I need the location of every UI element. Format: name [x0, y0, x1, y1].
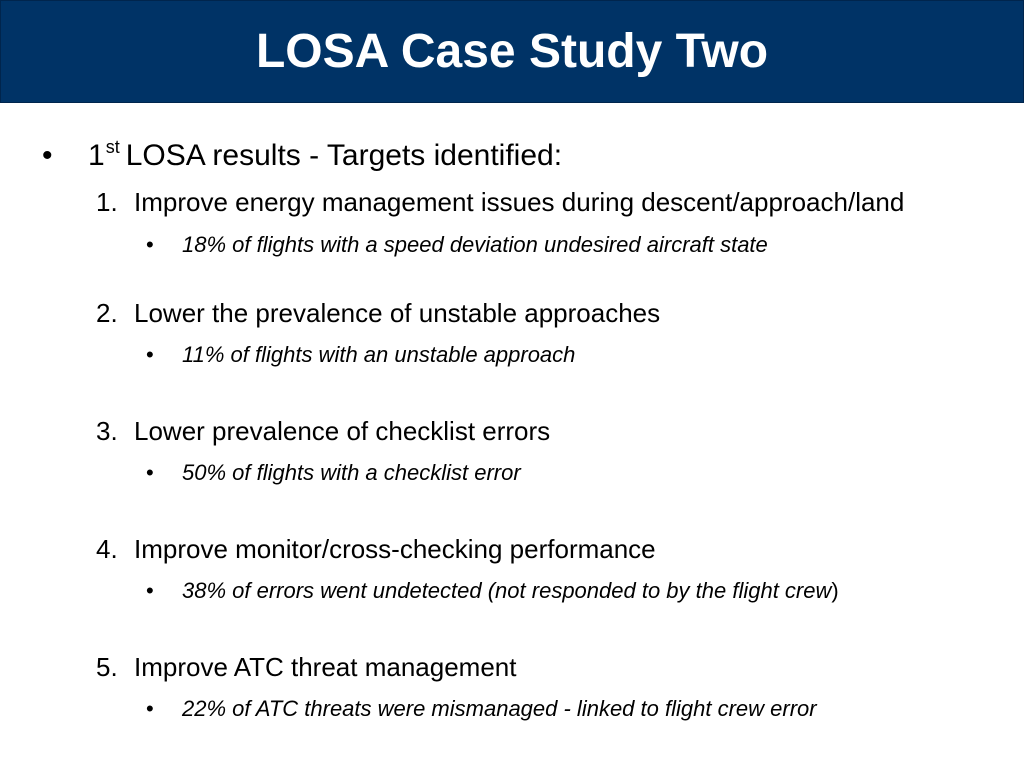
bullet-icon: • — [146, 460, 154, 485]
item-text: Improve monitor/cross-checking performance — [134, 534, 656, 564]
item-text: Improve ATC threat management — [134, 652, 517, 682]
item-number: 3. — [96, 416, 118, 446]
target-detail-1 — [146, 232, 768, 258]
detail-text: 11% of flights with an unstable approach — [182, 342, 576, 367]
target-item-5 — [96, 652, 516, 683]
main-bullet-superscript: st — [105, 137, 120, 157]
item-number: 2. — [96, 298, 118, 328]
target-item-2 — [96, 298, 660, 329]
detail-tail: ) — [831, 578, 839, 603]
bullet-icon: • — [146, 696, 154, 721]
main-bullet-number: 1 — [88, 139, 105, 172]
target-detail-5 — [146, 696, 817, 722]
item-text: Lower the prevalence of unstable approaches — [134, 298, 661, 328]
main-bullet — [42, 137, 562, 173]
detail-text: 18% of flights with a speed deviation undesired aircraft state — [182, 232, 768, 257]
detail-text: 22% of ATC threats were mismanaged - linked to flight crew error — [182, 696, 817, 721]
bullet-icon: • — [146, 342, 154, 367]
target-item-4 — [96, 534, 656, 565]
item-text: Lower prevalence of checklist errors — [134, 416, 551, 446]
item-number: 5. — [96, 652, 118, 682]
target-item-3 — [96, 416, 550, 447]
target-detail-4 — [146, 578, 839, 604]
bullet-icon: • — [42, 139, 53, 172]
detail-text: 38% of errors went undetected (not responded to by the flight crew — [182, 578, 832, 603]
bullet-icon: • — [146, 232, 154, 257]
slide-title: LOSA Case Study Two — [255, 25, 769, 78]
target-item-1 — [96, 187, 904, 218]
target-detail-2 — [146, 342, 575, 368]
bullet-icon: • — [146, 578, 154, 603]
main-bullet-text: LOSA results - Targets identified: — [125, 139, 563, 172]
item-number: 4. — [96, 534, 118, 564]
item-text: Improve energy management issues during descent/approach/land — [134, 187, 905, 217]
item-number: 1. — [96, 187, 118, 217]
detail-text: 50% of flights with a checklist error — [182, 460, 521, 485]
target-detail-3 — [146, 460, 521, 486]
